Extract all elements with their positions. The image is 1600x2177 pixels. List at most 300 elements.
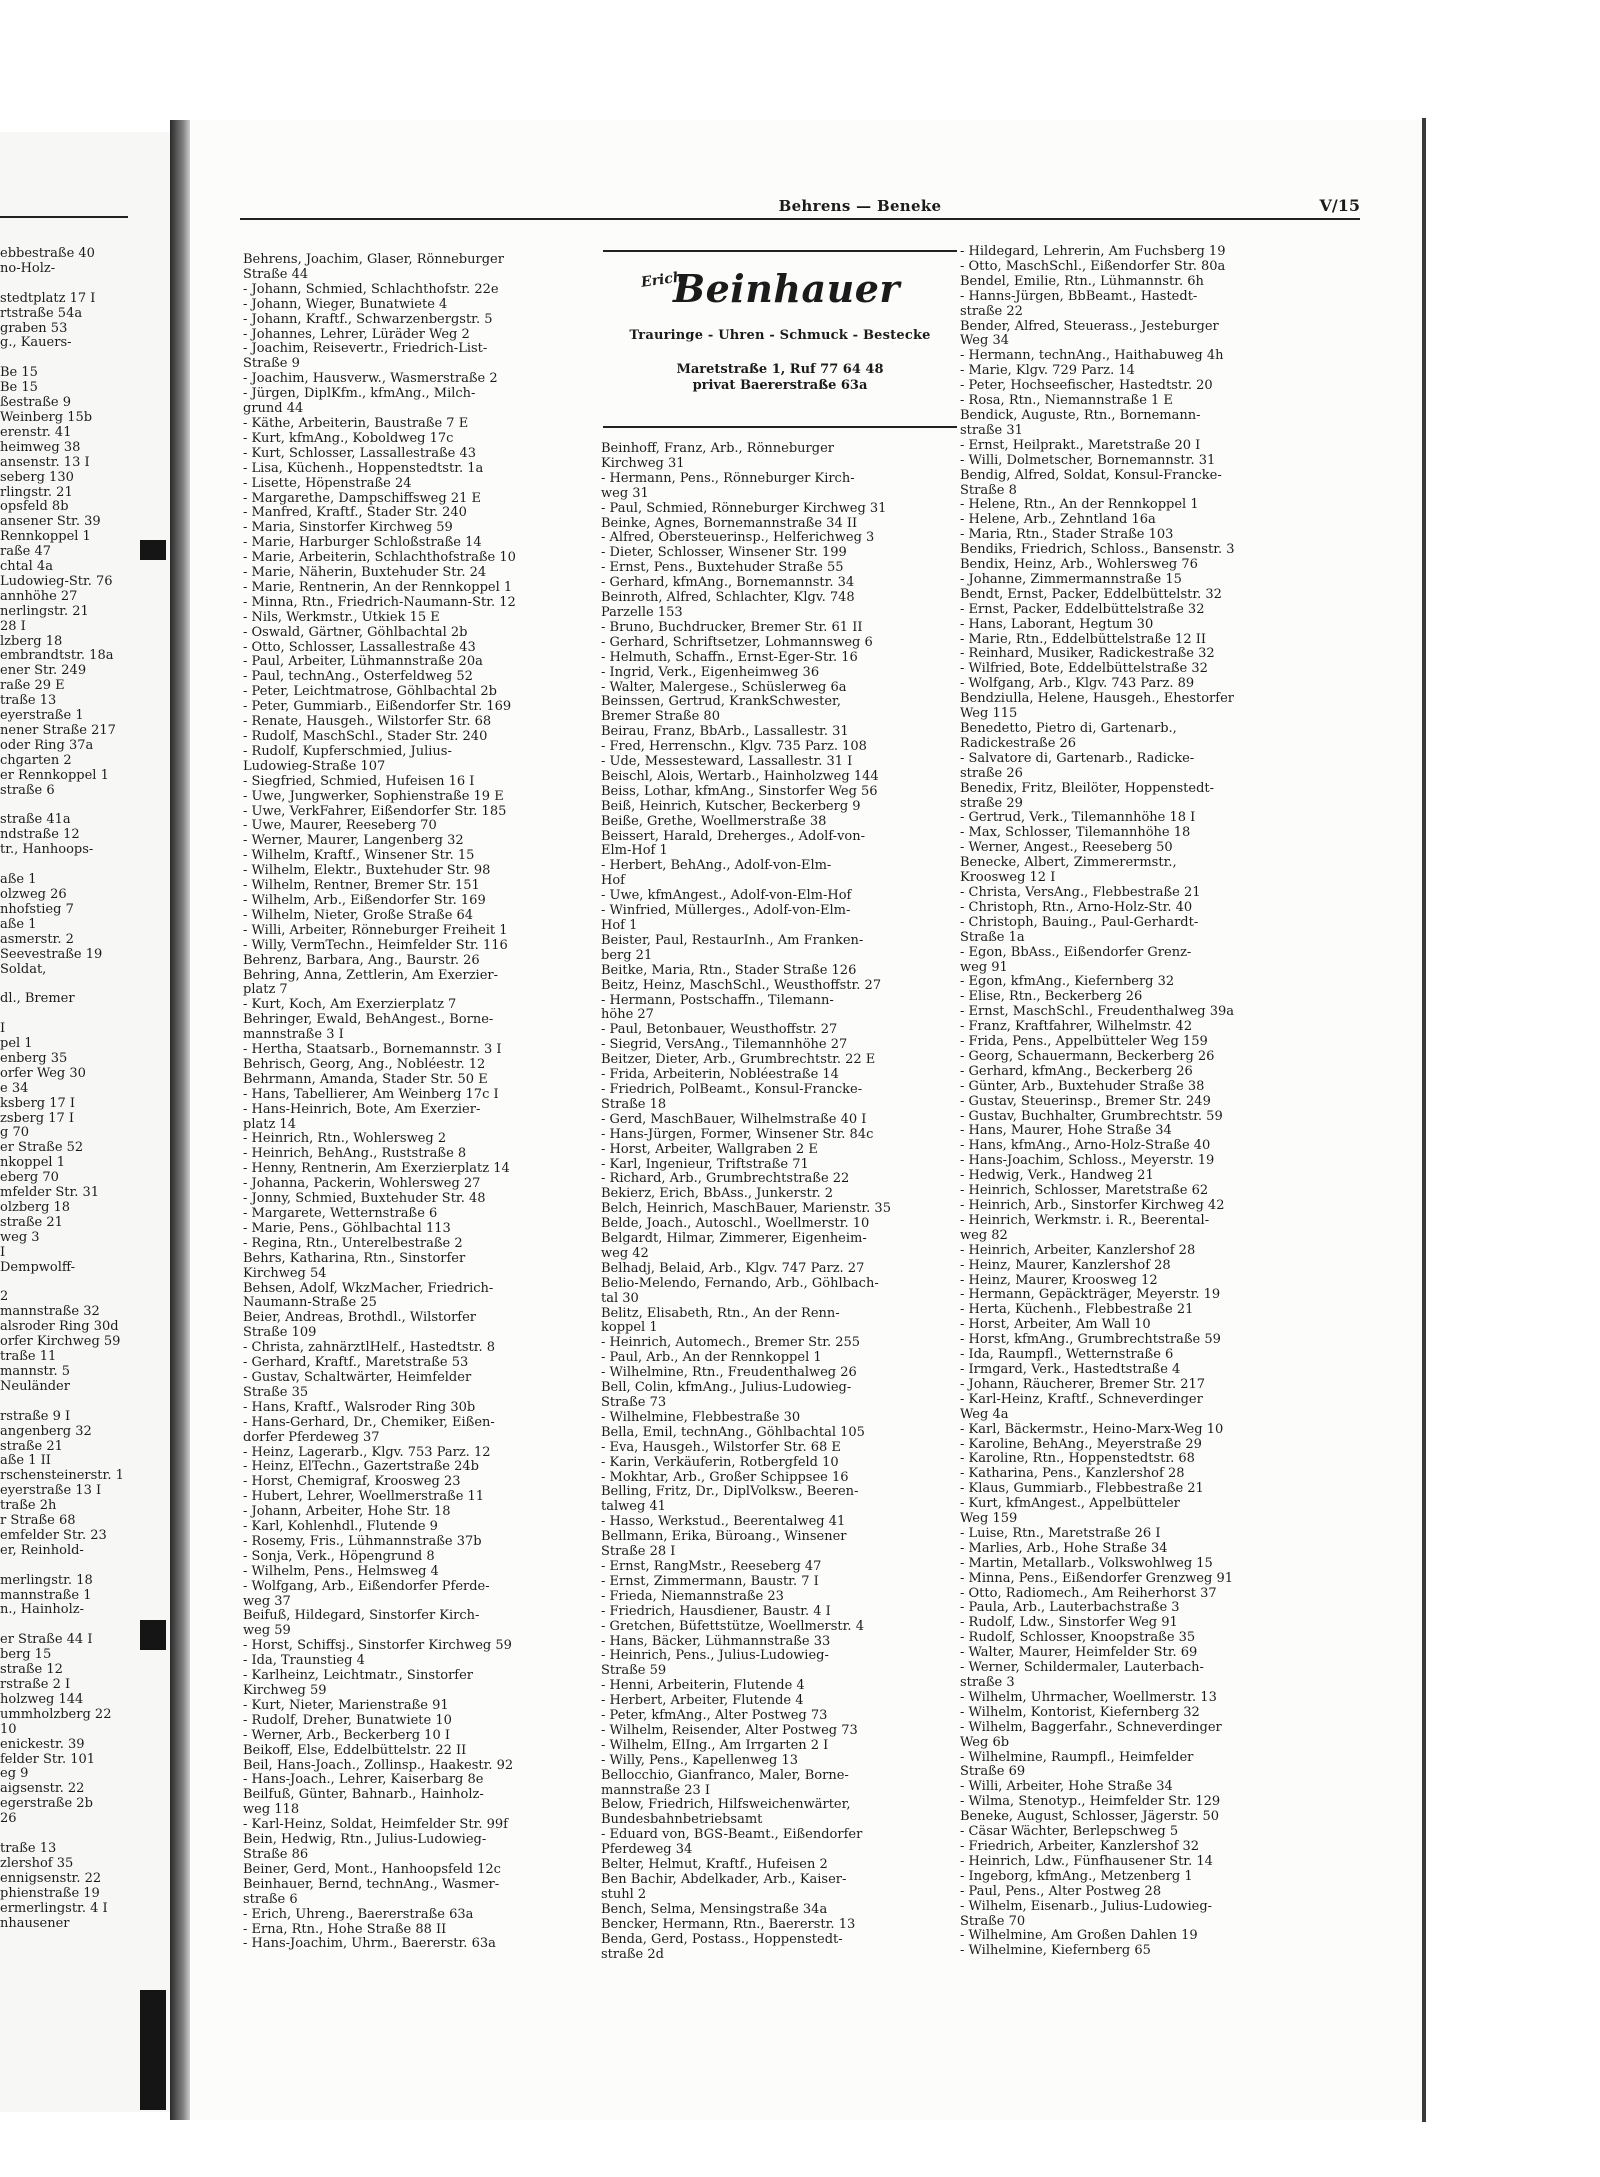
directory-entry-line: - Ernst, Pens., Buxtehuder Straße 55	[601, 560, 844, 576]
directory-entry-line: - Hedwig, Verk., Handweg 21	[960, 1168, 1154, 1184]
directory-entry-line: Straße 86	[243, 1846, 309, 1862]
directory-entry-line: weg 82	[960, 1227, 1008, 1243]
directory-entry-line: Straße 73	[601, 1395, 667, 1410]
directory-entry-line: - Johanne, Zimmermannstraße 15	[960, 571, 1182, 587]
directory-entry-line: - Eva, Hausgeh., Wilstorfer Str. 68 E	[601, 1439, 841, 1455]
directory-entry-line: Beister, Paul, RestaurInh., Am Franken-	[601, 932, 864, 948]
directory-entry-line: Weg 159	[960, 1511, 1018, 1527]
directory-entry-line: Behrmann, Amanda, Stader Str. 50 E	[243, 1071, 488, 1087]
directory-entry-line: rschensteinerstr. 1	[0, 1468, 124, 1484]
directory-entry-line: ndstraße 12	[0, 827, 80, 843]
directory-entry-line: Beitzer, Dieter, Arb., Grumbrechtstr. 22 E	[601, 1052, 876, 1068]
page-edge	[1422, 118, 1426, 2122]
directory-entry-line: - Karlheinz, Leichtmatr., Sinstorfer	[243, 1668, 474, 1684]
directory-entry-line: weg 3	[0, 1229, 40, 1245]
left-page-rule	[0, 216, 128, 218]
directory-entry-line: Straße 70	[960, 1913, 1026, 1929]
directory-entry-line: - Hans, Maurer, Hohe Straße 34	[960, 1123, 1172, 1139]
directory-entry-line: rstraße 2 I	[0, 1677, 71, 1692]
directory-entry-line: Beier, Andreas, Brothdl., Wilstorfer	[243, 1310, 476, 1326]
directory-entry-line: Beiße, Grethe, Woellmerstraße 38	[601, 813, 827, 829]
directory-entry-line: - Marie, Harburger Schloßstraße 14	[243, 535, 482, 551]
binding-clip	[140, 1990, 166, 2110]
directory-entry-line: - Hans-Gerhard, Dr., Chemiker, Eißen-	[243, 1414, 495, 1430]
directory-entry-line: - Hubert, Lehrer, Woellmerstraße 11	[243, 1489, 485, 1505]
directory-entry-line: dl., Bremer	[0, 991, 75, 1007]
directory-entry-line: berg 21	[601, 947, 653, 963]
directory-entry-line: Bendick, Auguste, Rtn., Bornemann-	[960, 407, 1201, 423]
directory-entry-line: - Heinrich, Rtn., Wohlersweg 2	[243, 1131, 447, 1147]
directory-entry-line: raße 47	[0, 544, 52, 560]
directory-entry-line: Bella, Emil, technAng., Göhlbachtal 105	[601, 1424, 865, 1440]
advertisement-box	[603, 250, 957, 428]
directory-entry-line: - Johannes, Lehrer, Lüräder Weg 2	[243, 326, 470, 342]
directory-entry-line: ansener Str. 39	[0, 514, 101, 530]
directory-entry-line: - Hertha, Staatsarb., Bornemannstr. 3 I	[243, 1042, 502, 1058]
directory-entry-line: - Marie, Arbeiterin, Schlachthofstraße 10	[243, 550, 516, 566]
directory-entry-line: - Hermann, Gepäckträger, Meyerstr. 19	[960, 1287, 1221, 1303]
directory-entry-line: - Max, Schlosser, Tilemannhöhe 18	[960, 825, 1191, 841]
directory-entry-line: 2	[0, 1289, 9, 1305]
directory-entry-line: - Horst, Schiffsj., Sinstorfer Kirchweg 59	[243, 1638, 512, 1654]
directory-entry-line: - Cäsar Wächter, Berlepschweg 5	[960, 1824, 1179, 1840]
directory-entry-line: Beinhauer, Bernd, technAng., Wasmer-	[243, 1876, 500, 1892]
directory-entry-line: - Hans, kfmAng., Arno-Holz-Straße 40	[960, 1138, 1211, 1154]
directory-entry-line: traße 13	[0, 1840, 57, 1856]
binding-clip	[140, 540, 166, 560]
directory-entry-line: chtal 4a	[0, 559, 53, 575]
directory-entry-line: merlingstr. 18	[0, 1572, 93, 1588]
directory-entry-line: straße 31	[960, 422, 1023, 438]
directory-entry-line: - Heinz, Maurer, Kanzlershof 28	[960, 1257, 1171, 1273]
directory-entry-line: eyerstraße 1	[0, 708, 84, 724]
directory-entry-line: - Johann, Arbeiter, Hohe Str. 18	[243, 1504, 451, 1520]
directory-entry-line: - Salvatore di, Gartenarb., Radicke-	[960, 750, 1195, 766]
directory-entry-line: - Helene, Rtn., An der Rennkoppel 1	[960, 497, 1199, 513]
ad-bottom-rule	[603, 426, 957, 428]
directory-entry-line: - Karl, Kohlenhdl., Flutende 9	[243, 1519, 438, 1535]
ad-address-line-2: privat Baererstraße 63a	[692, 378, 868, 393]
directory-entry-line: Beinhoff, Franz, Arb., Rönneburger	[601, 441, 834, 456]
directory-entry-line: - Manfred, Kraftf., Stader Str. 240	[243, 505, 467, 521]
directory-entry-line: Bendziulla, Helene, Hausgeh., Ehestorfer	[960, 691, 1234, 707]
directory-entry-line: - Ernst, RangMstr., Reeseberg 47	[601, 1558, 822, 1574]
directory-entry-line: - Marie, Rentnerin, An der Rennkoppel 1	[243, 579, 513, 595]
directory-entry-line: grund 44	[243, 401, 304, 417]
directory-entry-line: olzberg 18	[0, 1200, 71, 1215]
directory-entry-line: tr., Hanhoops-	[0, 842, 94, 858]
directory-entry-line: Hof	[601, 873, 625, 889]
directory-entry-line: er Straße 44 I	[0, 1632, 93, 1648]
directory-entry-line: mannstraße 32	[0, 1304, 100, 1320]
directory-entry-line: Bendel, Emilie, Rtn., Lühmannstr. 6h	[960, 273, 1204, 289]
directory-entry-line: - Johann, Räucherer, Bremer Str. 217	[960, 1376, 1206, 1392]
directory-entry-line: - Rudolf, Kupferschmied, Julius-	[243, 743, 452, 759]
directory-entry-line: - Helmuth, Schaffn., Ernst-Eger-Str. 16	[601, 649, 858, 665]
directory-entry-line: chgarten 2	[0, 752, 72, 768]
directory-entry-line: - Wilhelm, Eisenarb., Julius-Ludowieg-	[960, 1898, 1213, 1914]
directory-entry-line: - Willy, Pens., Kapellenweg 13	[601, 1752, 798, 1768]
directory-entry-line: enickestr. 39	[0, 1736, 85, 1752]
directory-entry-line: r Straße 68	[0, 1513, 76, 1529]
directory-entry-line: - Herbert, BehAng., Adolf-von-Elm-	[601, 858, 832, 874]
directory-entry-line: - Lisa, Küchenh., Hoppenstedtstr. 1a	[243, 460, 484, 476]
directory-entry-line: emfelder Str. 23	[0, 1527, 107, 1543]
directory-entry-line: Bell, Colin, kfmAng., Julius-Ludowieg-	[601, 1380, 852, 1396]
directory-entry-line: - Gerhard, Kraftf., Maretstraße 53	[243, 1355, 469, 1371]
directory-entry-line: - Egon, BbAss., Eißendorfer Grenz-	[960, 944, 1192, 960]
directory-entry-line: - Dieter, Schlosser, Winsener Str. 199	[601, 545, 847, 561]
directory-entry-line: er Straße 52	[0, 1140, 84, 1156]
directory-entry-line: - Uwe, VerkFahrer, Eißendorfer Str. 185	[243, 803, 507, 819]
directory-entry-line: Belitz, Elisabeth, Rtn., An der Renn-	[601, 1305, 840, 1321]
directory-entry-line	[0, 351, 178, 366]
binding-clip	[140, 1620, 166, 1650]
directory-entry-line: Beikoff, Else, Eddelbüttelstr. 22 II	[243, 1742, 467, 1758]
directory-entry-line: Beinssen, Gertrud, KrankSchwester,	[601, 694, 841, 710]
directory-entry-line: ener Str. 249	[0, 663, 87, 679]
directory-entry-line: - Heinrich, Ldw., Fünfhausener Str. 14	[960, 1853, 1213, 1869]
directory-column-3	[960, 245, 1360, 1959]
directory-entry-line: - Wilhelm, Uhrmacher, Woellmerstr. 13	[960, 1689, 1217, 1705]
directory-entry-line: mannstraße 1	[0, 1587, 92, 1603]
directory-entry-line: - Karl-Heinz, Soldat, Heimfelder Str. 99f	[243, 1817, 508, 1833]
directory-entry-line: Straße 35	[243, 1384, 309, 1400]
directory-entry-line: - Wilhelm, Nieter, Große Straße 64	[243, 907, 474, 923]
directory-entry-line: - Helene, Arb., Zehntland 16a	[960, 512, 1156, 528]
directory-entry-line: - Hans, Bäcker, Lühmannstraße 33	[601, 1633, 831, 1649]
directory-entry-line: - Karin, Verkäuferin, Rotbergfeld 10	[601, 1454, 839, 1470]
directory-entry-line: - Johann, Wieger, Bunatwiete 4	[243, 296, 448, 312]
directory-entry-line: ermerlingstr. 4 I	[0, 1900, 108, 1916]
directory-entry-line: Beischl, Alois, Wertarb., Hainholzweg 144	[601, 768, 879, 784]
directory-entry-line: zsberg 17 I	[0, 1110, 75, 1126]
directory-entry-line: Beitz, Heinz, MaschSchl., Weusthoffstr. 27	[601, 977, 882, 993]
directory-entry-line: - Franz, Kraftfahrer, Wilhelmstr. 42	[960, 1019, 1193, 1035]
directory-entry-line: mannstraße 3 I	[243, 1027, 344, 1043]
directory-entry-line: Soldat,	[0, 961, 47, 977]
directory-entry-line: - Wilhelmine, Am Großen Dahlen 19	[960, 1928, 1198, 1944]
directory-entry-line: Behrisch, Georg, Ang., Nobléestr. 12	[243, 1056, 486, 1072]
directory-entry-line: - Minna, Rtn., Friedrich-Naumann-Str. 12	[243, 594, 516, 610]
directory-entry-line: Weg 4a	[960, 1406, 1009, 1422]
directory-entry-line: - Hans-Jürgen, Former, Winsener Str. 84c	[601, 1126, 874, 1142]
directory-entry-line: - Gerhard, kfmAng., Bornemannstr. 34	[601, 575, 855, 591]
directory-entry-line: seberg 130	[0, 469, 74, 485]
directory-entry-line: - Rosemy, Fris., Lühmannstraße 37b	[243, 1533, 482, 1549]
directory-entry-line: - Heinrich, Automech., Bremer Str. 255	[601, 1335, 861, 1351]
directory-entry-line: - Fred, Herrenschn., Klgv. 735 Parz. 108	[601, 739, 867, 755]
directory-entry-line: - Bruno, Buchdrucker, Bremer Str. 61 II	[601, 619, 863, 635]
directory-entry-line: - Paul, Arbeiter, Lühmannstraße 20a	[243, 654, 483, 670]
directory-entry-line: Beneke, August, Schlosser, Jägerstr. 50	[960, 1809, 1220, 1825]
directory-entry-line: aigsenstr. 22	[0, 1781, 85, 1797]
directory-entry-line: Straße 9	[243, 356, 300, 372]
directory-entry-line: - Rudolf, Schlosser, Knoopstraße 35	[960, 1630, 1196, 1646]
directory-entry-line: - Marlies, Arb., Hohe Straße 34	[960, 1540, 1168, 1556]
directory-entry-line: ummholzberg 22	[0, 1706, 112, 1722]
directory-entry-line: - Margarete, Wetternstraße 6	[243, 1206, 438, 1221]
directory-entry-line: - Wilhelm, ElIng., Am Irrgarten 2 I	[601, 1737, 829, 1753]
directory-entry-line: Belhadj, Belaid, Arb., Klgv. 747 Parz. 27	[601, 1260, 865, 1276]
directory-entry-line: - Herbert, Arbeiter, Flutende 4	[601, 1693, 804, 1709]
directory-entry-line: - Joachim, Hausverw., Wasmerstraße 2	[243, 371, 498, 387]
directory-entry-line: - Hans, Tabellierer, Am Weinberg 17c I	[243, 1086, 499, 1102]
directory-entry-line: felder Str. 101	[0, 1751, 96, 1767]
directory-entry-line: straße 21	[0, 1438, 63, 1454]
directory-entry-line: - Heinz, Maurer, Kroosweg 12	[960, 1272, 1158, 1288]
directory-entry-line: talweg 41	[601, 1499, 666, 1515]
directory-entry-line: - Wilma, Stenotyp., Heimfelder Str. 129	[960, 1794, 1221, 1810]
directory-entry-line: straße 29	[960, 795, 1023, 811]
directory-entry-line: Straße 1a	[960, 929, 1025, 945]
directory-entry-line: - Henni, Arbeiterin, Flutende 4	[601, 1678, 805, 1694]
directory-entry-line: Weinberg 15b	[0, 409, 93, 425]
directory-entry-line: - Willy, VermTechn., Heimfelder Str. 116	[243, 937, 508, 953]
directory-entry-line: - Hans, Kraftf., Walsroder Ring 30b	[243, 1399, 476, 1415]
directory-entry-line: nkoppel 1	[0, 1155, 65, 1171]
directory-entry-line: - Kurt, Schlosser, Lassallestraße 43	[243, 445, 477, 461]
directory-entry-line: - Kurt, Koch, Am Exerzierplatz 7	[243, 997, 457, 1013]
directory-entry-line: Beinroth, Alfred, Schlachter, Klgv. 748	[601, 590, 855, 606]
ad-signature: Erich	[640, 269, 684, 291]
directory-entry-line: platz 7	[243, 982, 288, 998]
directory-entry-line: - Erich, Uhreng., Baererstraße 63a	[243, 1906, 474, 1922]
directory-entry-line: Belch, Heinrich, MaschBauer, Marienstr. 35	[601, 1201, 891, 1217]
directory-entry-line: - Hanns-Jürgen, BbBeamt., Hastedt-	[960, 288, 1198, 304]
directory-entry-line	[0, 1827, 178, 1842]
directory-entry-line: - Hermann, Postschaffn., Tilemann-	[601, 992, 834, 1008]
directory-entry-line	[0, 277, 178, 292]
directory-entry-line: - Horst, kfmAng., Grumbrechtstraße 59	[960, 1332, 1221, 1348]
directory-entry-line: - Wolfgang, Arb., Klgv. 743 Parz. 89	[960, 676, 1195, 692]
directory-entry-line: Kirchweg 54	[243, 1265, 327, 1281]
directory-entry-line: - Gustav, Buchhalter, Grumbrechtstr. 59	[960, 1108, 1223, 1124]
directory-entry-line: Kirchweg 59	[243, 1683, 327, 1698]
directory-entry-line: - Herta, Küchenh., Flebbestraße 21	[960, 1302, 1194, 1318]
directory-entry-line: Belio-Melendo, Fernando, Arb., Göhlbach-	[601, 1275, 879, 1291]
directory-entry-line: - Heinrich, Pens., Julius-Ludowieg-	[601, 1648, 829, 1664]
directory-entry-line: - Johanna, Packerin, Wohlersweg 27	[243, 1176, 481, 1192]
directory-entry-line: - Paul, Schmied, Rönneburger Kirchweg 31	[601, 500, 887, 516]
directory-entry-line: Bekierz, Erich, BbAss., Junkerstr. 2	[601, 1186, 834, 1202]
directory-entry-line: Bendiks, Friedrich, Schloss., Bansenstr. 3	[960, 542, 1235, 558]
directory-entry-line: dorfer Pferdeweg 37	[243, 1429, 380, 1445]
directory-entry-line: Beirau, Franz, BbArb., Lassallestr. 31	[601, 724, 849, 740]
directory-entry-line: I	[0, 1244, 6, 1260]
directory-entry-line: no-Holz-	[0, 260, 56, 276]
directory-entry-line: - Uwe, kfmAngest., Adolf-von-Elm-Hof	[601, 888, 852, 904]
directory-entry-line: Behrens, Joachim, Glaser, Rönneburger	[243, 252, 504, 267]
ad-address	[603, 362, 957, 394]
directory-entry-line: g., Kauers-	[0, 335, 72, 351]
directory-entry-line: 10	[0, 1721, 17, 1737]
directory-entry-line: - Luise, Rtn., Maretstraße 26 I	[960, 1525, 1161, 1541]
directory-entry-line: - Siegfried, Schmied, Hufeisen 16 I	[243, 773, 475, 789]
directory-entry-line: - Willi, Arbeiter, Rönneburger Freiheit 1	[243, 922, 508, 938]
directory-entry-line: - Ernst, MaschSchl., Freudenthalweg 39a	[960, 1004, 1235, 1020]
directory-entry-line: Benedetto, Pietro di, Gartenarb.,	[960, 721, 1177, 736]
directory-entry-line: - Heinrich, Arbeiter, Kanzlershof 28	[960, 1242, 1196, 1258]
directory-entry-line: - Wolfgang, Arb., Eißendorfer Pferde-	[243, 1578, 490, 1594]
directory-entry-line: Ben Bachir, Abdelkader, Arb., Kaiser-	[601, 1872, 847, 1887]
directory-entry-line: - Sonja, Verk., Höpengrund 8	[243, 1548, 435, 1564]
directory-entry-line: orfer Kirchweg 59	[0, 1334, 121, 1350]
directory-entry-line: - Gerhard, kfmAng., Beckerberg 26	[960, 1063, 1193, 1079]
directory-entry-line: ksberg 17 I	[0, 1095, 76, 1111]
directory-entry-line: Straße 59	[601, 1663, 667, 1679]
directory-column-2	[601, 442, 957, 1962]
directory-entry-line: Neuländer	[0, 1378, 70, 1394]
directory-entry-line: - Frida, Arbeiterin, Nobléestraße 14	[601, 1067, 839, 1083]
directory-entry-line: zlershof 35	[0, 1855, 74, 1871]
directory-entry-line: straße 6	[0, 782, 55, 798]
directory-entry-line: nhofstieg 7	[0, 901, 74, 917]
directory-entry-line: - Christoph, Rtn., Arno-Holz-Str. 40	[960, 899, 1193, 915]
directory-entry-line: Behringer, Ewald, BehAngest., Borne-	[243, 1012, 494, 1028]
directory-entry-line: Straße 18	[601, 1096, 667, 1112]
directory-entry-line: ebbestraße 40	[0, 246, 95, 261]
directory-entry-line: - Wilhelm, Kontorist, Kiefernberg 32	[960, 1704, 1200, 1720]
directory-column-1	[243, 253, 603, 1952]
directory-entry-line: Straße 44	[243, 266, 309, 282]
directory-entry-line: n., Hainholz-	[0, 1602, 84, 1618]
directory-entry-line: - Renate, Hausgeh., Wilstorfer Str. 68	[243, 714, 492, 730]
directory-entry-line: Behsen, Adolf, WkzMacher, Friedrich-	[243, 1280, 494, 1296]
directory-entry-line: heimweg 38	[0, 439, 81, 455]
directory-entry-line: Dempwolff-	[0, 1259, 76, 1275]
directory-entry-line: - Werner, Maurer, Langenberg 32	[243, 833, 464, 849]
directory-entry-line: - Hermann, Pens., Rönneburger Kirch-	[601, 470, 855, 486]
directory-entry-line: - Peter, Leichtmatrose, Göhlbachtal 2b	[243, 684, 498, 700]
directory-entry-line: - Wilhelm, Reisender, Alter Postweg 73	[601, 1722, 858, 1738]
page-number: V/15	[1319, 196, 1360, 215]
directory-entry-line: - Horst, Arbeiter, Wallgraben 2 E	[601, 1141, 818, 1157]
directory-entry-line: - Marie, Pens., Göhlbachtal 113	[243, 1220, 451, 1236]
directory-entry-line: Beil, Hans-Joach., Zollinsp., Haakestr. 92	[243, 1757, 514, 1773]
directory-entry-line: - Uwe, Jungwerker, Sophienstraße 19 E	[243, 788, 504, 804]
directory-entry-line: Benda, Gerd, Postass., Hoppenstedt-	[601, 1931, 843, 1947]
directory-entry-line: Straße 28 I	[601, 1544, 676, 1560]
directory-entry-line: Belgardt, Hilmar, Zimmerer, Eigenheim-	[601, 1231, 867, 1247]
directory-entry-line: - Maria, Rtn., Stader Straße 103	[960, 527, 1174, 543]
directory-entry-line: Kirchweg 31	[601, 455, 685, 471]
directory-entry-line: stuhl 2	[601, 1886, 647, 1902]
directory-entry-line: mannstraße 23 I	[601, 1782, 711, 1798]
directory-entry-line: - Winfried, Müllerges., Adolf-von-Elm-	[601, 903, 851, 919]
directory-entry-line: - Marie, Näherin, Buxtehuder Str. 24	[243, 565, 487, 581]
directory-entry-line: Radickestraße 26	[960, 735, 1077, 751]
directory-entry-line: - Wilhelm, Kraftf., Winsener Str. 15	[243, 848, 475, 864]
directory-entry-line: - Minna, Pens., Eißendorfer Grenzweg 91	[960, 1570, 1233, 1586]
directory-entry-line: graben 53	[0, 320, 68, 336]
directory-entry-line: - Käthe, Arbeiterin, Baustraße 7 E	[243, 415, 469, 431]
directory-entry-line: straße 6	[243, 1891, 298, 1907]
directory-entry-line: rtstraße 54a	[0, 305, 83, 321]
page-header-title: Behrens — Beneke	[778, 197, 942, 215]
directory-entry-line: Below, Friedrich, Hilfsweichenwärter,	[601, 1797, 851, 1813]
directory-entry-line: stedtplatz 17 I	[0, 290, 96, 306]
directory-entry-line: - Wilhelmine, Kiefernberg 65	[960, 1943, 1151, 1959]
directory-entry-line: - Christa, zahnärztlHelf., Hastedtstr. 8	[243, 1340, 496, 1356]
directory-entry-line: egerstraße 2b	[0, 1796, 93, 1812]
directory-entry-line: - Marie, Klgv. 729 Parz. 14	[960, 363, 1135, 379]
directory-entry-line	[0, 858, 178, 873]
directory-entry-line: - Wilhelm, Pens., Helmsweg 4	[243, 1563, 439, 1579]
directory-entry-line: Weg 34	[960, 333, 1009, 349]
ad-top-rule	[603, 250, 957, 252]
directory-entry-line: - Heinrich, BehAng., Ruststraße 8	[243, 1146, 467, 1162]
directory-entry-line: - Paul, Pens., Alter Postweg 28	[960, 1883, 1162, 1899]
directory-entry-line: Beiss, Lothar, kfmAng., Sinstorfer Weg 56	[601, 783, 878, 799]
directory-entry-line: - Siegrid, VersAng., Tilemannhöhe 27	[601, 1037, 848, 1053]
directory-entry-line: - Kurt, kfmAngest., Appelbütteler	[960, 1496, 1180, 1512]
directory-entry-line: - Wilhelmine, Raumpfl., Heimfelder	[960, 1749, 1194, 1765]
directory-entry-line: orfer Weg 30	[0, 1065, 86, 1081]
directory-entry-line: Bendig, Alfred, Soldat, Konsul-Francke-	[960, 467, 1222, 483]
directory-entry-line: straße 3	[960, 1675, 1015, 1690]
directory-entry-line: - Ingrid, Verk., Eigenheimweg 36	[601, 664, 820, 680]
directory-entry-line: Beissert, Harald, Dreherges., Adolf-von-	[601, 828, 866, 844]
directory-entry-line: - Margarethe, Dampschiffsweg 21 E	[243, 490, 481, 506]
directory-entry-line: Beifuß, Hildegard, Sinstorfer Kirch-	[243, 1608, 480, 1624]
directory-entry-line: straße 12	[0, 1662, 63, 1678]
directory-entry-line: eg 9	[0, 1766, 29, 1782]
directory-entry-line: - Elise, Rtn., Beckerberg 26	[960, 989, 1143, 1005]
directory-entry-line: Pferdeweg 34	[601, 1842, 693, 1858]
directory-entry-line: g 70	[0, 1125, 29, 1141]
directory-entry-line: - Richard, Arb., Grumbrechtstraße 22	[601, 1171, 850, 1187]
directory-entry-line: - Werner, Angest., Reeseberg 50	[960, 840, 1173, 856]
directory-entry-line: Bellmann, Erika, Büroang., Winsener	[601, 1529, 847, 1545]
directory-entry-line	[0, 1395, 178, 1410]
directory-entry-line: Weg 115	[960, 706, 1018, 722]
directory-entry-line: - Georg, Schauermann, Beckerberg 26	[960, 1048, 1215, 1064]
directory-entry-line: - Johann, Schmied, Schlachthofstr. 22e	[243, 281, 499, 297]
directory-entry-line: - Willi, Arbeiter, Hohe Straße 34	[960, 1779, 1173, 1795]
directory-entry-line: Beiner, Gerd, Mont., Hanhoopsfeld 12c	[243, 1861, 501, 1877]
directory-entry-line: mfelder Str. 31	[0, 1185, 100, 1201]
directory-entry-line: enberg 35	[0, 1050, 68, 1066]
directory-entry-line: - Eduard von, BGS-Beamt., Eißendorfer	[601, 1827, 863, 1843]
directory-page	[190, 120, 1422, 2120]
directory-entry-line: - Regina, Rtn., Unterelbestraße 2	[243, 1235, 463, 1251]
directory-entry-line: eberg 70	[0, 1170, 59, 1186]
directory-entry-line: straße 41a	[0, 812, 71, 828]
directory-entry-line: - Karoline, BehAng., Meyerstraße 29	[960, 1436, 1202, 1452]
directory-entry-line: rstraße 9 I	[0, 1408, 71, 1424]
directory-entry-line: er, Reinhold-	[0, 1542, 84, 1558]
directory-entry-line: - Wilhelmine, Flebbestraße 30	[601, 1409, 801, 1425]
directory-entry-line: - Jürgen, DiplKfm., kfmAng., Milch-	[243, 386, 476, 402]
directory-entry-line: Be 15	[0, 380, 38, 396]
directory-entry-line	[0, 799, 178, 814]
directory-entry-line: - Hildegard, Lehrerin, Am Fuchsberg 19	[960, 244, 1226, 259]
directory-entry-line: - Hans-Joachim, Uhrm., Baererstr. 63a	[243, 1936, 496, 1952]
directory-entry-line: Rennkoppel 1	[0, 529, 91, 545]
directory-entry-line: - Günter, Arb., Buxtehuder Straße 38	[960, 1078, 1205, 1094]
directory-entry-line: Straße 8	[960, 482, 1017, 498]
ad-tagline: Trauringe - Uhren - Schmuck - Bestecke	[629, 328, 931, 343]
directory-entry-line: aße 1 II	[0, 1453, 51, 1469]
directory-entry-line: platz 14	[243, 1116, 296, 1132]
directory-entry-line: oder Ring 37a	[0, 737, 94, 753]
directory-entry-line: - Heinz, Lagerarb., Klgv. 753 Parz. 12	[243, 1444, 491, 1460]
directory-entry-line: tal 30	[601, 1290, 639, 1306]
directory-entry-line: - Hans-Heinrich, Bote, Am Exerzier-	[243, 1101, 481, 1117]
directory-entry-line: - Frida, Pens., Appelbütteler Weg 159	[960, 1034, 1208, 1050]
directory-entry-line: ansenstr. 13 I	[0, 454, 90, 470]
